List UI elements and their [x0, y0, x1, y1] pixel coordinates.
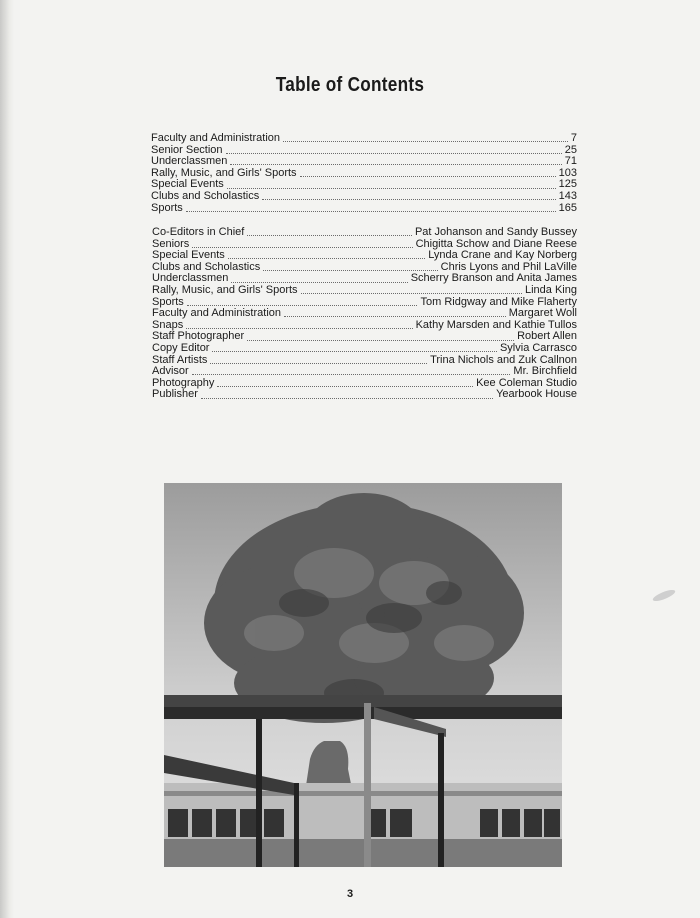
dot-leader — [201, 398, 493, 399]
staff-role: Advisor — [152, 365, 189, 378]
dot-leader — [187, 305, 418, 306]
staff-names: Robert Allen — [517, 330, 577, 343]
dot-leader — [228, 258, 425, 259]
staff-role: Special Events — [152, 249, 225, 262]
staff-names: Kee Coleman Studio — [476, 376, 577, 389]
toc-entry-page: 125 — [558, 178, 577, 191]
dot-leader — [227, 188, 556, 189]
staff-role: Publisher — [152, 388, 198, 401]
page-smudge — [652, 588, 677, 603]
dot-leader — [226, 153, 562, 154]
staff-role: Underclassmen — [152, 272, 229, 285]
dot-leader — [186, 328, 412, 329]
dot-leader — [212, 351, 496, 352]
staff-role: Sports — [152, 295, 184, 308]
staff-names: Chris Lyons and Phil LaVille — [440, 260, 577, 273]
staff-names: Margaret Woll — [508, 307, 577, 320]
staff-names: Yearbook House — [496, 388, 577, 401]
dot-leader — [247, 340, 514, 341]
staff-names: Kathy Marsden and Kathie Tullos — [415, 318, 577, 331]
toc-entry — [151, 133, 577, 145]
staff-role: Staff Photographer — [152, 330, 245, 343]
toc-entry-page: 165 — [558, 201, 577, 214]
toc-entry-label: Faculty and Administration — [151, 132, 281, 144]
dot-leader — [284, 316, 506, 317]
staff-entry — [152, 343, 577, 355]
page-binding-edge — [0, 0, 14, 918]
toc-entry-page: 7 — [570, 132, 577, 144]
dot-leader — [186, 211, 556, 212]
staff-role: Copy Editor — [152, 341, 210, 354]
page-number: 3 — [346, 888, 354, 900]
toc-entry-label: Underclassmen — [151, 155, 228, 168]
toc-entry-page: 103 — [558, 166, 577, 179]
dot-leader — [262, 199, 555, 200]
staff-entry — [152, 227, 577, 239]
dot-leader — [210, 363, 427, 364]
toc-entry-label: Clubs and Scholastics — [151, 189, 260, 202]
toc-entry-label: Sports — [151, 201, 183, 214]
staff-names: Tom Ridgway and Mike Flaherty — [420, 295, 577, 308]
staff-names: Linda King — [525, 283, 577, 296]
staff-entry — [152, 308, 577, 320]
staff-role: Staff Artists — [152, 353, 208, 366]
page-title: Table of Contents — [275, 74, 425, 96]
staff-entry — [152, 366, 577, 378]
toc-entry — [151, 191, 577, 203]
staff-role: Snaps — [152, 318, 184, 331]
dot-leader — [230, 164, 561, 165]
toc-entry-label: Special Events — [151, 178, 224, 191]
staff-names: Trina Nichols and Zuk Callnon — [430, 353, 577, 366]
sections-list — [151, 133, 577, 214]
staff-role: Seniors — [152, 237, 190, 250]
staff-names: Sylvia Carrasco — [499, 341, 577, 354]
staff-role: Rally, Music, and Girls' Sports — [152, 283, 298, 296]
staff-entry — [152, 285, 577, 297]
staff-names: Mr. Birchfield — [513, 365, 577, 378]
staff-credits-list — [152, 227, 577, 401]
dot-leader — [283, 141, 568, 142]
staff-names: Chigitta Schow and Diane Reese — [415, 237, 577, 250]
dot-leader — [217, 386, 473, 387]
staff-names: Pat Johanson and Sandy Bussey — [414, 226, 577, 238]
oak-tree-illustration — [164, 483, 562, 867]
dot-leader — [192, 247, 412, 248]
staff-role: Photography — [152, 376, 215, 389]
dot-leader — [301, 293, 522, 294]
toc-entry-page: 25 — [564, 143, 577, 156]
staff-names: Scherry Branson and Anita James — [410, 272, 577, 285]
toc-entry-page: 71 — [564, 155, 577, 168]
staff-role: Faculty and Administration — [152, 307, 282, 320]
staff-entry — [152, 389, 577, 401]
toc-entry-label: Rally, Music, and Girls' Sports — [151, 166, 297, 179]
toc-entry-page: 143 — [558, 189, 577, 202]
toc-entry — [151, 203, 577, 215]
dot-leader — [263, 270, 437, 271]
dot-leader — [247, 235, 412, 236]
dot-leader — [231, 282, 407, 283]
staff-role: Co-Editors in Chief — [152, 226, 245, 238]
staff-role: Clubs and Scholastics — [152, 260, 261, 273]
toc-entry-label: Senior Section — [151, 143, 223, 156]
oak-tree-photo — [164, 483, 562, 867]
staff-names: Lynda Crane and Kay Norberg — [428, 249, 577, 262]
dot-leader — [192, 374, 511, 375]
dot-leader — [300, 176, 556, 177]
